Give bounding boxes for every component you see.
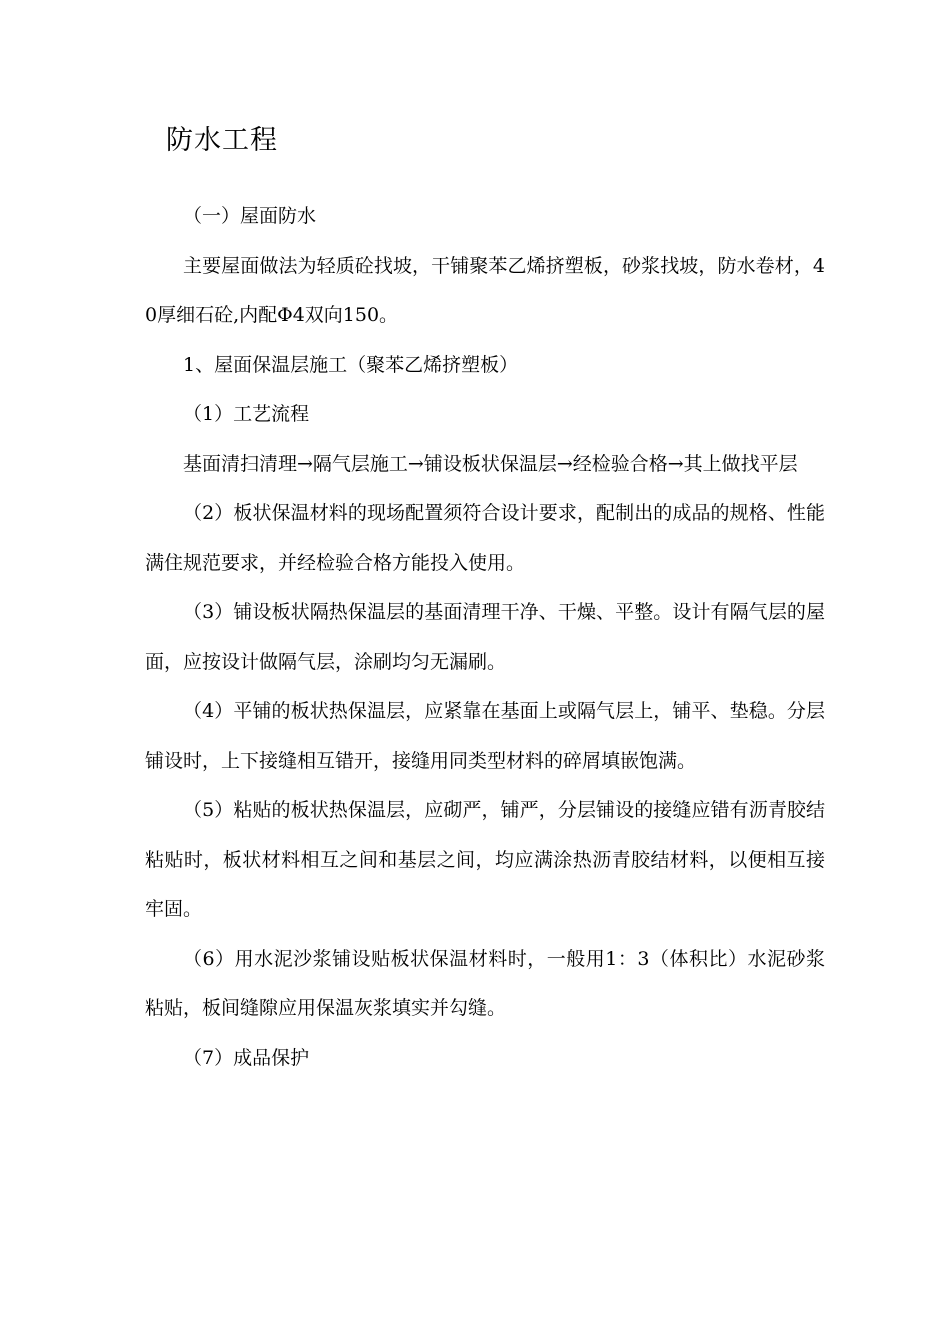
item-heading-product-protection: （7）成品保护	[183, 1046, 310, 1069]
paragraph-item-6: （6）用水泥沙浆铺设贴板状保温材料时，一般用1：3（体积比）水泥砂浆粘贴，板间缝隙应用保温灰浆填实并勾缝。	[145, 947, 825, 1019]
section-heading-roof-waterproofing: （一）屋面防水	[183, 205, 317, 227]
paragraph-item-4: （4）平铺的板状热保温层，应紧靠在基面上或隔气层上，铺平、垫稳。分层铺设时，上下接缝相互错开，接缝用同类型材料的碎屑填嵌饱满。	[145, 700, 825, 772]
paragraph-process-flow: 基面清扫清理→隔气层施工→铺设板状保温层→经检验合格→其上做找平层	[183, 452, 798, 475]
document-body	[145, 192, 825, 1083]
paragraph-item-2: （2）板状保温材料的现场配置须符合设计要求，配制出的成品的规格、性能满住规范要求，并经检验合格方能投入使用。	[145, 502, 825, 574]
paragraph-roof-method: 主要屋面做法为轻质砼找坡，干铺聚苯乙烯挤塑板，砂浆找坡，防水卷材，40厚细石砼,内配Φ4双向150。	[145, 254, 825, 326]
paragraph-item-3: （3）铺设板状隔热保温层的基面清理干净、干燥、平整。设计有隔气层的屋面，应按设计做隔气层，涂刷均匀无漏刷。	[145, 601, 825, 673]
document-title: 防水工程	[166, 125, 278, 156]
item-heading-process-flow: （1）工艺流程	[183, 403, 310, 425]
subsection-heading-insulation: 1、屋面保温层施工（聚苯乙烯挤塑板）	[183, 353, 519, 376]
paragraph-item-5: （5）粘贴的板状热保温层，应砌严，铺严，分层铺设的接缝应错有沥青胶结粘贴时，板状材料相互之间和基层之间，均应满涂热沥青胶结材料，以便相互接牢固。	[145, 799, 825, 920]
